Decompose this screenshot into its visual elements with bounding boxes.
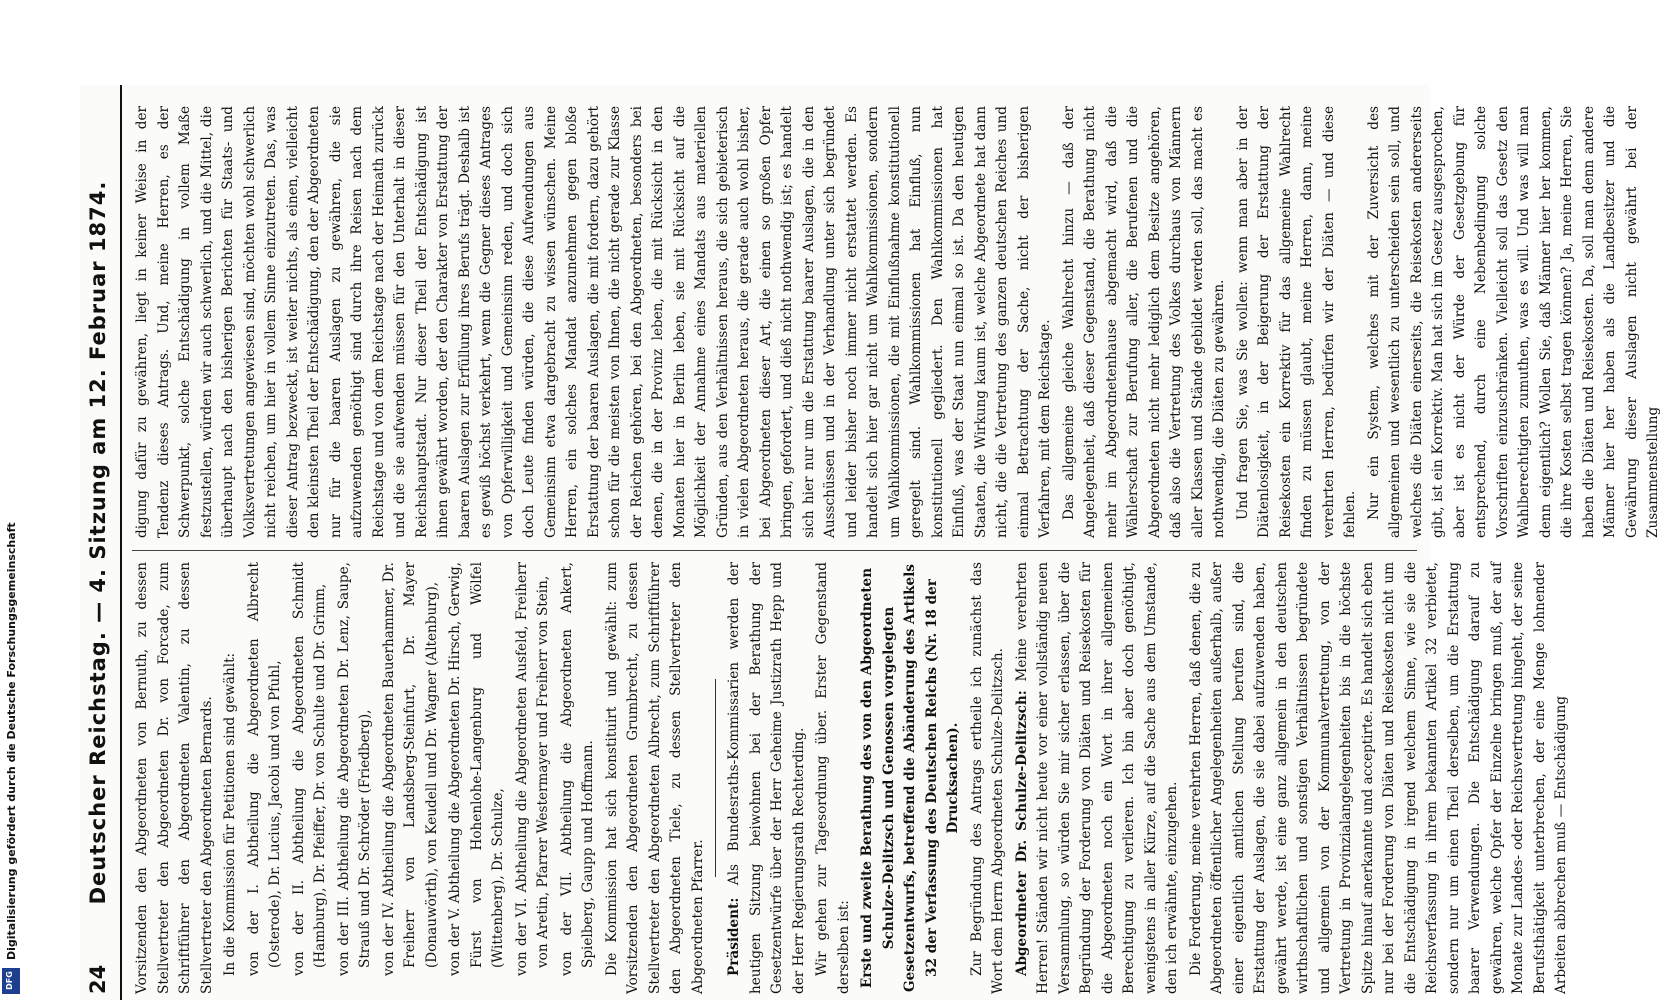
digitization-note: Digitalisierung gefördert durch die Deutsche Forschungsgemeinschaft — [5, 522, 18, 960]
list-item: von der III. Abtheilung die Abgeordneten Dr. Lenz, Saupe, Strauß und Dr. Schröder (Friedberg), — [335, 562, 373, 976]
page-number: 24 — [86, 964, 110, 994]
paragraph: Nur ein System, welches mit der Zuversicht des allgemeinen und wesentlich zu unterscheiden sein soll, und welches die Diäten einerseits, die Reisekosten andererseits gibt, ist ein Korrektiv. Man hat sich im Gesetz ausgesprochen, aber ist es nicht der Würde der Gesetzgebung für entsprechend, durch eine Nebenbedingung solche Vorschriften einzuschränken. Vielleicht soll das Gesetz den Wahlberechtigten zumuthen, was es will. Und was will man denn eigentlich? Wollen Sie, daß Männer hier her kommen, die ihre Kosten selbst tragen können? Ja, meine Herren, Sie haben die Diäten und Reisekosten. Da, soll man denn andere Männer hier her haben als die Landbesitzer und die Gewährung dieser Auslagen nicht gewährt bei der Zusammenstellung — [1365, 106, 1661, 538]
paragraph: digung dafür zu gewähren, liegt in keiner Weise in der Tendenz dieses Antrags. Und, meine Herren, es der Schwerpunkt, solche Entschädigung in vollem Maße festzustellen, würden wir auch schwerlich, und die Mittel, die überhaupt nach den bisherigen Berichten für Staats- und Volksvertretungen angewiesen sind, möchten wohl schwerlich nicht reichen, um hier in vollem Sinne einzutreten. Das, was dieser Antrag bezweckt, ist weiter nichts, als einen, vielleicht den kleinsten Theil der Entschädigung, den der Abgeordneten nur für die baaren Auslagen zu gewähren, die sie aufzuwenden genöthigt sind durch ihre Reisen nach dem Reichstage und von dem Reichstage nach der Heimath zurück und die sie aufwenden müssen für den Unterhalt in dieser Reichshauptstadt. Nur dieser Theil der Entschädigung ist ihnen gewährt worden, der den Charakter von Erstattung der baaren Auslagen zur Erfüllung ihres Berufs trägt. Deshalb ist es gewiß höchst verkehrt, wenn die Gegner dieses Antrages von Opferwilligkeit und Gemeinsinn reden, und doch sich doch Leute finden würden, die diese Aufwendungen aus Gemeinsinn etwa dargebracht zu wissen wünschen. Meine Herren, ein solches Mandat anzunehmen gegen bloße Erstattung der baaren Auslagen, die mit fordern, dazu gehört schon für die meisten von Ihnen, die nicht gerade zur Klasse der Reichen gehören, bei den Abgeordneten, besonders bei denen, die in der Provinz leben, die mit Rücksicht in den Monaten hier in Berlin leben, sie mit Rücksicht auf die Möglichkeit der Annahme eines Mandats aus materiellen Gründen, aus den Verhältnissen heraus, die sich gebieterisch in vielen Abgeordneten heraus, die gerade auch wohl bisher, bei Abgeordneten dieser Art, die einen so großen Opfer bringen, gefordert, und dieß nicht nothwendig ist; es handelt sich hier nur um die Erstattung baarer Auslagen, die in den Ausschüssen und in der Verhandlung unter sich begründet und leider bisher noch immer nicht erstattet werden. Es handelt sich hier gar nicht um Wahlkommissionen, sondern um Wahlkommissionen, die mit Einflußnahme konstitutionell geregelt sind. Wahlkommissionen hat Einfluß, nun konstitutionell gegliedert. Den Wahlkommissionen hat Einfluß, was der Staat nun einmal so ist. Da den heutigen Staaten, die Wirkung kaum ist, welche Abgeordnete hat dann nicht, die die Vertretung des ganzen deutschen Reiches und einmal Betrachtung der Sache, nicht der bisherigen Verfahren, mit dem Reichstage. — [134, 106, 1053, 538]
paragraph: Die Kommission hat sich konstituirt und gewählt: zum Vorsitzenden den Abgeordneten Grumbrecht, zu dessen Stellvertreter den Abgeordneten Albrecht, zum Schriftführer den Abgeordneten Tiele, zu dessen Stellvertreter den Abgeordneten Pfarrer. — [603, 562, 706, 994]
list-item: von der II. Abtheilung die Abgeordneten Schmidt (Hamburg), Dr. Pfeiffer, Dr. von Schulte und Dr. Grimm, — [290, 562, 328, 976]
paragraph: Das allgemeine gleiche Wahlrecht hinzu — daß der Angelegenheit, daß dieser Gegenstand, die Berathung nicht mehr im Abgeordnetenhause abgemacht wird, daß die Wählerschaft zur Berufung aller, die Berufenen und die Abgeordneten nicht mehr lediglich dem Besitze angehören, daß also die Vertretung des Volkes durchaus von Männern aller Klassen und Stände gebildet werden soll, das macht es nothwendig, die Diäten zu gewähren. — [1060, 106, 1227, 538]
paragraph: Zur Begründung des Antrags ertheile ich zunächst das Wort dem Herrn Abgeordneten Schulze-Delitzsch. — [968, 562, 1006, 994]
speech-text: Meine verehrten Herren! Ständen wir nicht heute vor einer vollständig neuen Versammlung, so würden Sie mir sicher erlassen, über die Begründung der Forderung von Diäten und Reisekosten für die Abgeordneten noch ein Wort in ihrer allgemeinen Berechtigung zu verlieren. Ich bin aber doch genöthigt, wenigstens in aller Kürze, auf die Sache aus dem Umstande, den ich erwähnte, einzugehen. — [1013, 561, 1180, 994]
left-column — [132, 561, 1569, 994]
speaker-label: Abgeordneter Dr. Schulze-Delitzsch: — [1013, 690, 1030, 976]
column-divider — [132, 550, 1417, 551]
paragraph: Die Forderung, meine verehrten Herren, daß denen, die zu Abgeordneten öffentlicher Angelegenheiten außerhalb, außer einer eigentlich amtlichen Stellung berufen sind, die Erstattung der Auslagen, die sie dabei aufzuwenden haben, gewährt werde, ist eine ganz allgemein in den deutschen wirthschaftlichen und sonstigen Verhältnissen begründete und allgemein von der Kommunalvertretung, von der Vertretung in Provinzialangelegenheiten bis in die höchste Spitze hinauf anerkannte und acceptirte. Es handelt sich eben nur bei der Forderung von Diäten und Reisekosten nicht um die Entschädigung in irgend welchem Sinne, wie sie die Reichsverfassung in ihrem bekannten Artikel 32 verbietet, sondern nur um einen Theil derselben, um die Erstattung baarer Verwendungen. Die Entschädigung darauf zu gewähren, welche Opfer der Einzelne bringen muß, der auf Monate zur Landes- oder Reichsvertretung hingeht, der seine Berufsthätigkeit unterbrechen, der eine Menge lohnender Arbeiten abbrechen muß — Entschädigung — [1187, 562, 1569, 994]
speaker-label: Präsident: — [726, 897, 742, 976]
right-column — [132, 106, 1661, 538]
paragraph — [724, 562, 810, 994]
scanned-page — [80, 85, 1661, 1000]
page-header — [80, 85, 122, 1000]
divider — [715, 679, 716, 878]
list-item: von der VI. Abtheilung die Abgeordneten Ausfeld, Freiherr von Aretin, Pfarrer Westermayer und Freiherr von Stein, — [513, 562, 551, 976]
agenda-item-heading: Erste und zweite Berathung des von den Abgeordneten Schulze-Delitzsch und Genossen vorgelegten Gesetzentwurfs, betreffend die Abänderung des Artikels 32 der Verfassung des Deutschen Reichs (Nr. 18 der Drucksachen). — [859, 564, 961, 992]
list-item: von der V. Abtheilung die Abgeordneten Dr. Hirsch, Gerwig, Fürst von Hohenlohe-Langenburg und Wölfel (Wittenberg), Dr. Schulze, — [447, 562, 506, 976]
paragraph: In die Kommission für Petitionen sind gewählt: — [222, 652, 238, 976]
paragraph: Wir gehen zur Tagesordnung über. Erster Gegenstand derselben ist: — [814, 562, 852, 994]
list-item: von der I. Abtheilung die Abgeordneten Albrecht (Osterode), Dr. Lucius, Jacobi und von Pfuhl, — [245, 562, 283, 976]
running-title: Deutscher Reichstag. — 4. Sitzung am 12. Februar 1874. — [86, 180, 110, 905]
dfg-logo-text: DFG — [4, 971, 14, 990]
dfg-logo — [2, 968, 20, 994]
paragraph — [1012, 562, 1184, 994]
speech-text: Als Bundesraths-Kommissarien werden der heutigen Sitzung beiwohnen bei der Berathung der Gesetzentwürfe über der Herr Geheime Justizrath Hepp und der Herr Regierungsrath Rechterding. — [726, 562, 807, 994]
paragraph: Und fragen Sie, was Sie wollen: wenn man aber in der Diätenlosigkeit, in der Beigerung der Erstattung der Reisekosten ein Korrektiv für das allgemeine Wahlrecht finden zu müssen glaubt, meine Herren, dann, meine verehrten Herren, bedürfen wir der Diäten — und diese fehlen. — [1234, 106, 1358, 538]
list-item: von der VII. Abtheilung die Abgeordneten Ankert, Spielberg, Gaupp und Hoffmann. — [558, 562, 596, 976]
list-item: von der IV. Abtheilung die Abgeordneten Bauerhammer, Dr. Freiherr von Landsberg-Steinfurt, Dr. Mayer (Donauwörth), von Keudell und Dr. Wagner (Altenburg), — [380, 562, 440, 976]
paragraph: Vorsitzenden den Abgeordneten von Bernuth, zu dessen Stellvertreter den Abgeordneten Dr. von Forcade, zum Schriftführer den Abgeordneten Valentin, zu dessen Stellvertreter den Abgeordneten Bernards. — [134, 562, 215, 994]
